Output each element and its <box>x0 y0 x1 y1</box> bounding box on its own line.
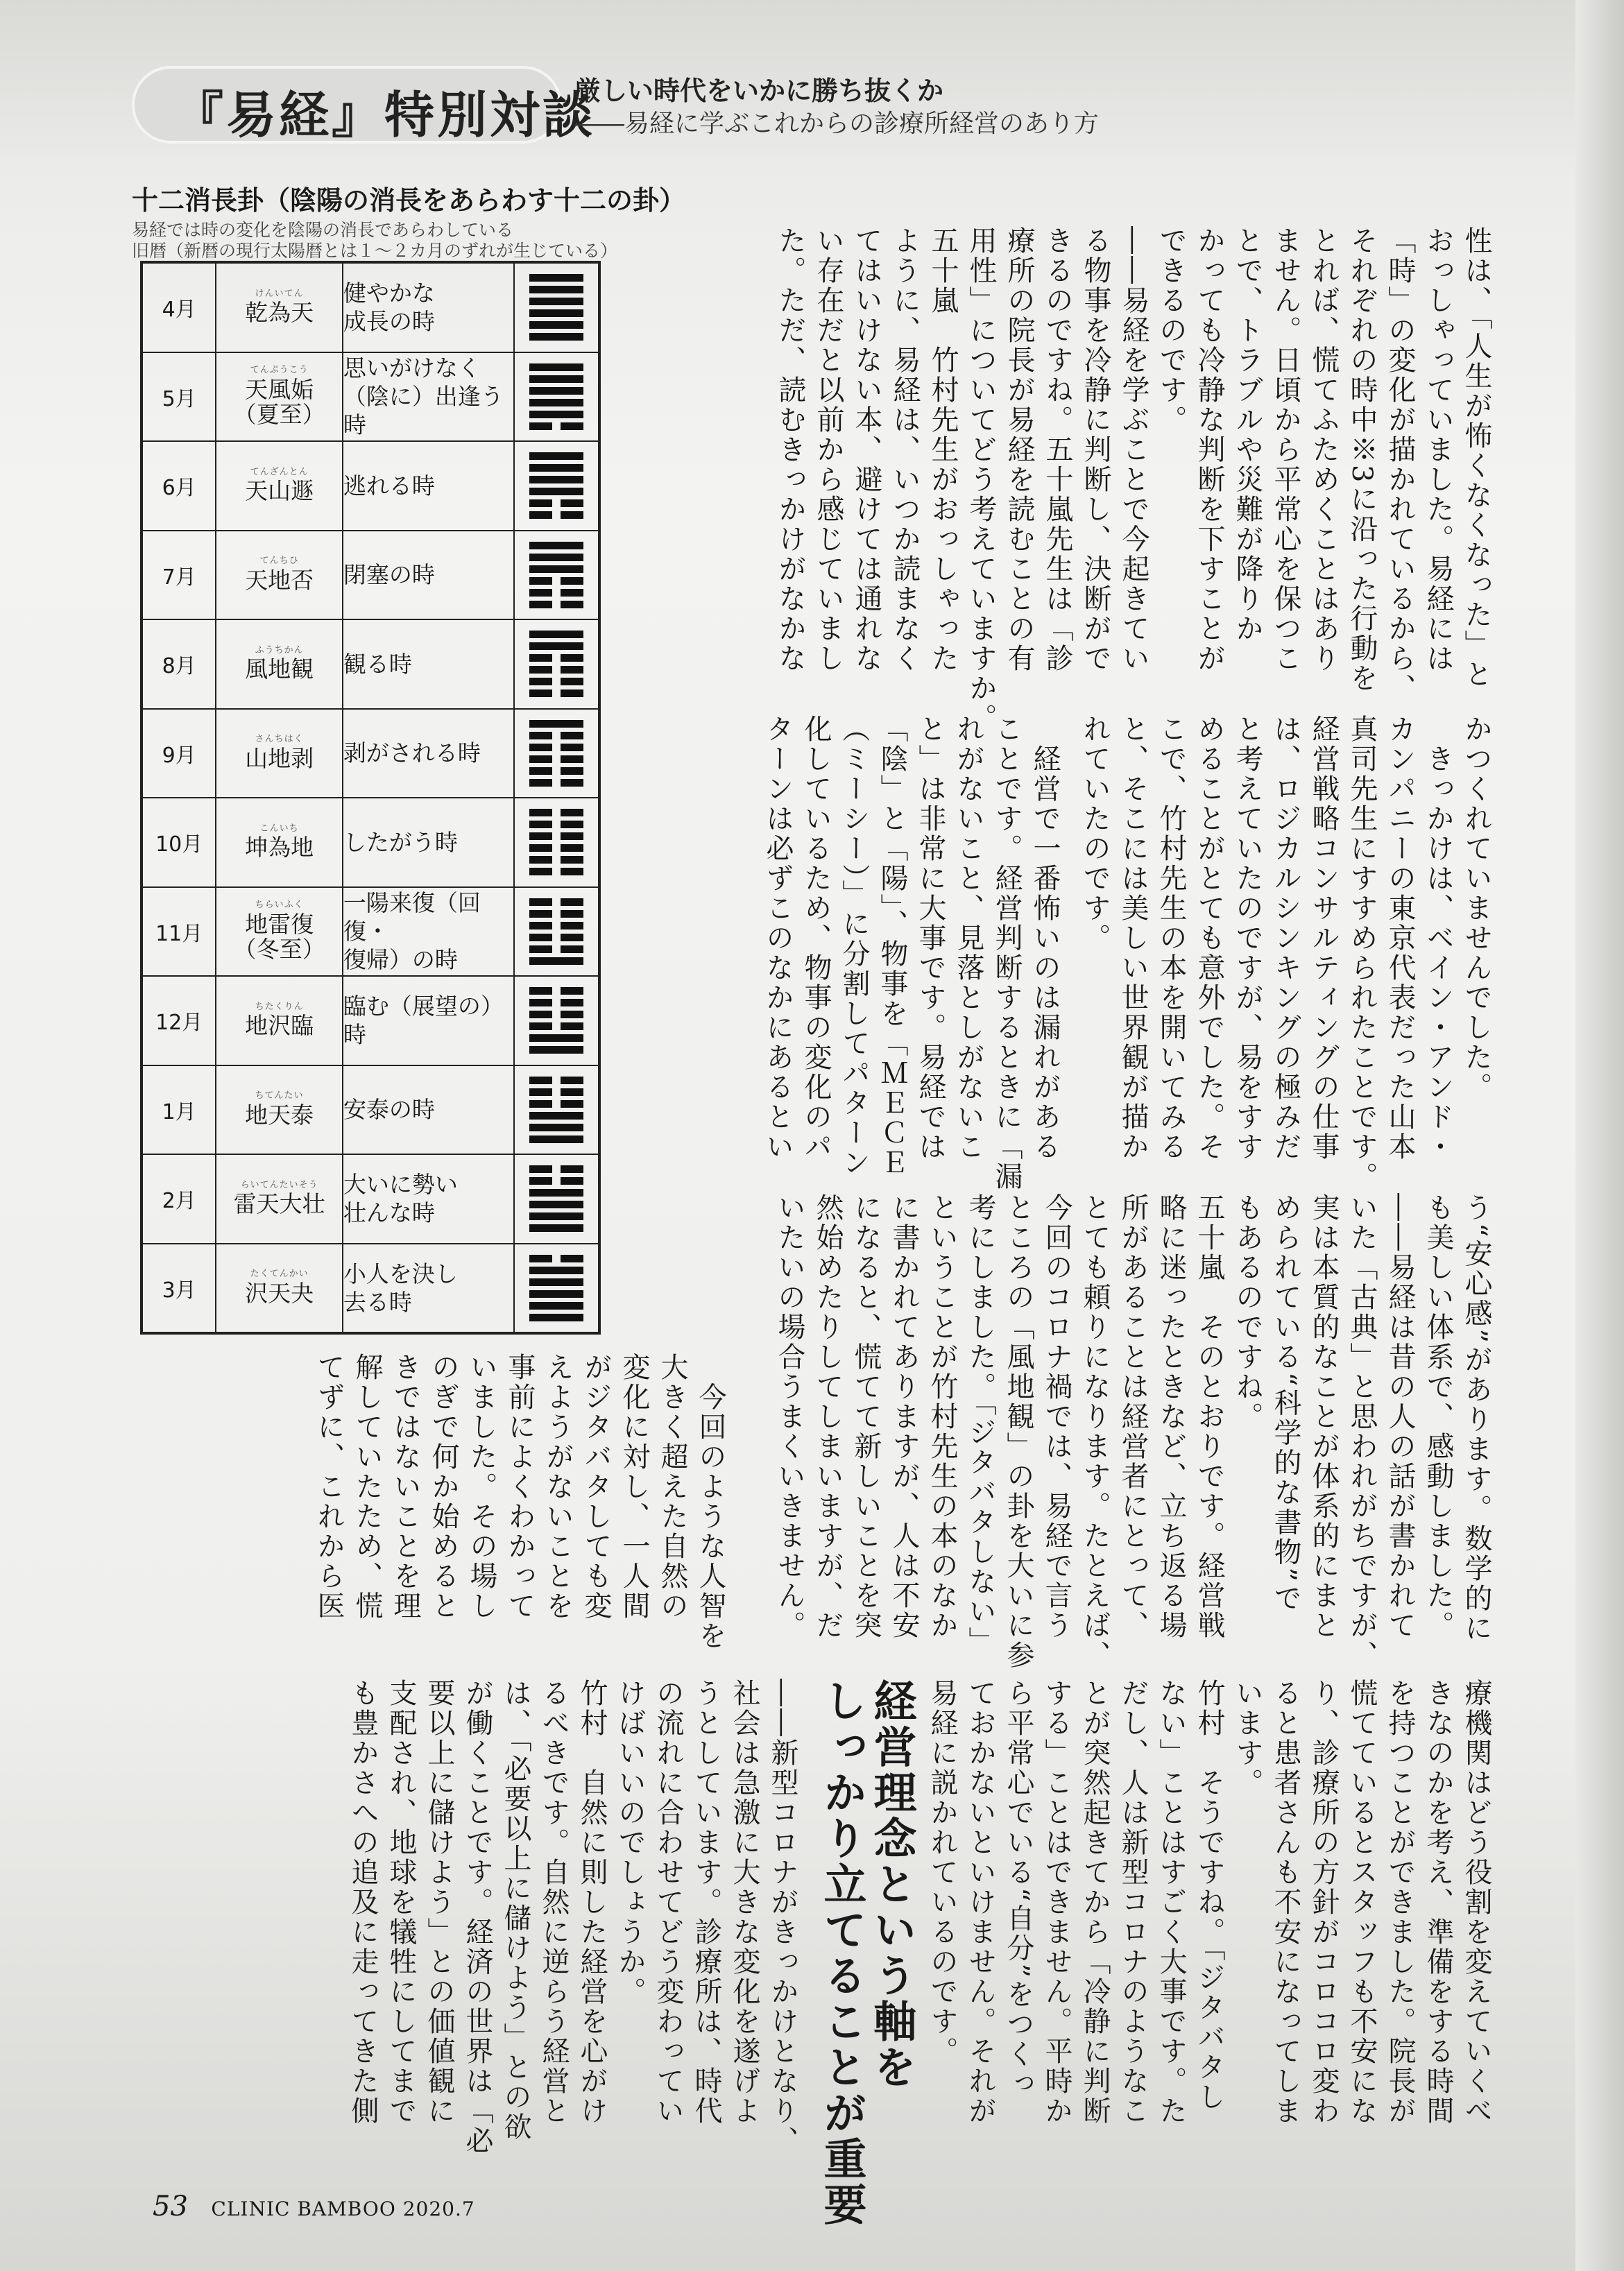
text-block-middle-left <box>758 714 1063 1192</box>
text-line: 易経に説かれているのです。 <box>926 1679 958 2066</box>
text-line: るべきです。自然に逆らう経営と <box>538 1679 570 2126</box>
text-line: と」は非常に大事です。易経では <box>914 714 946 1162</box>
text-line: と考えていたのですが、易をすす <box>1231 714 1263 1162</box>
text-line: いた「古典」と思われがちですが、 <box>1346 1193 1378 1670</box>
table-row <box>142 1065 599 1155</box>
yin-line <box>529 910 583 918</box>
text-line: も豊かさへの追及に走ってきた側 <box>347 1679 379 2126</box>
hexagram-name-cell <box>216 262 343 352</box>
yang-line <box>529 1034 583 1042</box>
text-line: になると、慌てて新しいことを突 <box>850 1193 882 1640</box>
page-footer <box>153 2191 475 2222</box>
text-line: とが突然起きてから「冷静に判断 <box>1079 1679 1111 2126</box>
text-line: 経営理念という軸を <box>866 1679 917 2091</box>
text-line: きではないことを理 <box>389 1353 421 1621</box>
yin-line <box>529 1011 583 1018</box>
yang-line <box>529 1189 583 1197</box>
yin-line <box>529 945 583 953</box>
text-line: 事前によくわかって <box>504 1353 536 1621</box>
text-line: ると患者さんも不安になってしま <box>1270 1679 1301 2126</box>
yin-line <box>529 601 583 608</box>
yang-line <box>529 375 583 383</box>
hexagram-name: 乾為天 <box>245 299 314 327</box>
hexagram-symbol <box>529 1077 583 1143</box>
text-line: きるのですね。五十嵐先生は「診 <box>1041 226 1073 674</box>
yang-line <box>529 1224 583 1232</box>
hexagram-ruby: らいてんたいそう <box>240 1179 318 1190</box>
hexagram-lines-cell <box>514 1244 599 1334</box>
yin-line <box>529 678 583 685</box>
yin-line <box>529 755 583 763</box>
month-cell: 8月 <box>142 619 216 709</box>
text-line: 性は、「人生が怖くなくなった」と <box>1460 226 1492 689</box>
text-line: 略に迷ったときなど、立ち返る場 <box>1155 1193 1187 1640</box>
text-line: 五十嵐 そのとおりです。経営戦 <box>1193 1193 1225 1640</box>
text-line: する」ことはできません。平時か <box>1041 1679 1072 2126</box>
text-line: 今回のコロナ禍では、易経で言う <box>1041 1193 1072 1640</box>
text-line: 社会は急激に大きな変化を遂げよ <box>728 1679 760 2126</box>
month-cell: 6月 <box>142 441 216 531</box>
text-line: ら平常心でいる“自分”をつくっ <box>1002 1679 1034 2099</box>
yang-line <box>529 1314 583 1321</box>
hexagram-symbol <box>529 631 583 697</box>
text-line: 「時」の変化が描かれているから、 <box>1384 226 1416 703</box>
table-row <box>142 798 599 887</box>
hexagram-lines-cell <box>514 352 599 442</box>
text-line: 大きく超えた自然の <box>656 1353 688 1621</box>
magazine-name: CLINIC BAMBOO 2020.7 <box>211 2197 475 2220</box>
yang-line <box>529 488 583 495</box>
yin-line <box>529 898 583 906</box>
text-line: ――易経を学ぶことで今起きてい <box>1118 226 1149 674</box>
text-line: てずに、これから医 <box>313 1353 345 1621</box>
text-line: う“安心感”があります。数学的に <box>1460 1193 1492 1643</box>
yang-line <box>529 399 583 406</box>
yang-line <box>529 309 583 317</box>
text-line: できるのです。 <box>1155 226 1187 435</box>
yang-line <box>529 333 583 341</box>
yin-line <box>529 1100 583 1108</box>
hexagram-lines-cell <box>514 798 599 887</box>
yang-line <box>529 452 583 460</box>
yang-line <box>529 321 583 329</box>
text-line: それぞれの時中※3に沿った行動を <box>1346 226 1378 694</box>
yin-line <box>529 922 583 929</box>
hexagram-ruby: てんざんとん <box>250 466 309 477</box>
text-line: る物事を冷静に判断し、決断がで <box>1079 226 1111 674</box>
text-line: 竹村 自然に則した経営を心がけ <box>576 1679 608 2126</box>
text-line: （ミーシー）」に分割してパターン <box>838 714 870 1178</box>
text-line: 五十嵐 竹村先生がおっしゃった <box>927 226 959 674</box>
yang-line <box>529 1302 583 1310</box>
text-line: しっかり立てることが重要 <box>817 1679 867 2228</box>
yang-line <box>529 957 583 965</box>
hexagram-name-cell <box>216 531 343 620</box>
hexagram-ruby: てんちひ <box>259 556 299 567</box>
yang-line <box>529 274 583 282</box>
yin-line <box>529 779 583 787</box>
text-line: えようがないことを <box>542 1353 574 1621</box>
text-line: と、そこには美しい世界観が描か <box>1117 714 1149 1162</box>
hexagram-name-cell <box>216 1244 343 1334</box>
yin-line <box>529 934 583 941</box>
text-line: おっしゃっていました。易経には <box>1422 226 1454 674</box>
hexagram-symbol <box>529 542 583 608</box>
yang-line <box>529 298 583 305</box>
hexagram-name: 地天泰 <box>245 1101 314 1129</box>
text-line: は、ロジカルシンキングの極みだ <box>1270 714 1301 1162</box>
table-row <box>142 262 599 352</box>
yin-line <box>529 1255 583 1262</box>
text-line: ように、易経は、いつか読まなく <box>889 226 921 674</box>
hexagram-name: 風地観 <box>245 655 314 683</box>
hexagram-name-cell <box>216 352 343 442</box>
text-line: が働くことです。経済の世界は「必 <box>461 1679 493 2156</box>
text-line: ません。日頃から平常心を保つこ <box>1270 226 1301 674</box>
text-line: 解していたため、慌 <box>351 1353 383 1621</box>
hexagram-lines-cell <box>514 709 599 798</box>
text-line: がジタバタしても変 <box>580 1353 612 1621</box>
hexagram-lines-cell <box>514 441 599 531</box>
hexagram-symbol <box>529 274 583 341</box>
hexagram-ruby: けんいてん <box>255 288 304 299</box>
text-line: 「陰」と「陽」、物事を「ＭＥＣＥ <box>876 714 908 1178</box>
hexagram-meaning: 剥がされる時 <box>343 709 514 798</box>
hexagram-meaning: 思いがけなく （陰に）出逢う時 <box>343 352 514 442</box>
page-number: 53 <box>153 2191 188 2222</box>
yang-line <box>529 1201 583 1208</box>
text-line: 然始めたりしてしまいますが、だ <box>812 1193 844 1640</box>
hexagram-lines-cell <box>514 1154 599 1244</box>
yang-line <box>529 363 583 371</box>
month-cell: 9月 <box>142 709 216 798</box>
text-line: り、診療所の方針がコロコロ変わ <box>1308 1679 1340 2126</box>
hexagram-meaning: 一陽来復（回復・ 復帰）の時 <box>343 887 514 977</box>
text-line: 考にしました。「ジタバタしない」 <box>964 1193 996 1656</box>
yang-line <box>529 720 583 728</box>
section-headline <box>817 1679 917 2228</box>
hexagram-ruby: さんちはく <box>255 734 304 745</box>
text-line: うとしています。診療所は、時代 <box>690 1679 722 2126</box>
text-line: れていたのです。 <box>1079 714 1111 953</box>
month-cell: 4月 <box>142 262 216 352</box>
yin-line <box>529 767 583 775</box>
yang-line <box>529 286 583 293</box>
text-block-lower-left <box>309 1353 729 1651</box>
table-title: 十二消長卦（陰陽の消長をあらわす十二の卦） <box>132 185 686 216</box>
text-line: 要以上に儲けよう」との価値観に <box>423 1679 455 2126</box>
hexagram-symbol <box>529 987 583 1054</box>
hexagram-ruby: ちらいふく <box>255 900 304 911</box>
hexagram-name-cell <box>216 976 343 1065</box>
yin-line <box>529 689 583 697</box>
yin-line <box>529 732 583 739</box>
text-line: ない」ことはすごく大事です。た <box>1155 1679 1187 2126</box>
hexagram-name: 沢天夬 <box>245 1279 314 1307</box>
text-line: とれば、慌てふためくことはあり <box>1308 226 1340 674</box>
text-line: は、「必要以上に儲けよう」との欲 <box>499 1679 531 2142</box>
text-line: かつくれていませんでした。 <box>1460 714 1492 1102</box>
text-line: とで、トラブルや災難が降りか <box>1231 226 1263 644</box>
yin-line <box>529 821 583 828</box>
text-line: とても頼りになります。たとえば、 <box>1079 1193 1111 1670</box>
hexagram-ruby: こんいち <box>259 823 299 834</box>
hexagram-symbol <box>529 1165 583 1232</box>
yang-line <box>529 476 583 483</box>
text-line: 用性」についてどう考えていますか。 <box>965 226 997 733</box>
table-row <box>142 619 599 709</box>
text-line: められている“科学的な書物”で <box>1270 1193 1301 1613</box>
text-line: 経営で一番怖いのは漏れがある <box>1029 714 1061 1162</box>
hexagram-ruby: たくてんかい <box>250 1269 309 1280</box>
table-row <box>142 531 599 620</box>
text-line: 変化に対し、一人間 <box>618 1353 650 1621</box>
hexagram-lines-cell <box>514 976 599 1065</box>
text-line: きっかけは、ベイン・アンド・ <box>1422 714 1454 1162</box>
yang-line <box>529 542 583 549</box>
text-line: ところの「風地観」の卦を大いに参 <box>1002 1193 1034 1670</box>
text-line: かっても冷静な判断を下すことが <box>1193 226 1225 674</box>
yin-line <box>529 666 583 674</box>
yin-line <box>529 1177 583 1185</box>
hexagram-meaning: 健やかな 成長の時 <box>343 262 514 352</box>
hexagram-ruby: ふうちかん <box>255 644 304 655</box>
yin-line <box>529 1077 583 1084</box>
text-line: ということが竹村先生の本のなか <box>926 1193 958 1640</box>
hexagram-lines-cell <box>514 1065 599 1155</box>
table-row <box>142 709 599 798</box>
yin-line <box>529 856 583 864</box>
table-row <box>142 887 599 977</box>
hexagram-symbol <box>529 809 583 875</box>
hexagram-name-cell <box>216 887 343 977</box>
article-title: 『易経』特別対談 <box>173 85 596 144</box>
yin-line <box>529 999 583 1006</box>
text-line: ターンは必ずこのなかにあるとい <box>762 714 794 1162</box>
text-line: 経営戦略コンサルティングの仕事 <box>1308 714 1340 1162</box>
yin-line <box>529 809 583 816</box>
table-row <box>142 441 599 531</box>
hexagram-symbol <box>529 720 583 787</box>
table-row <box>142 1244 599 1334</box>
yang-line <box>529 1267 583 1274</box>
yang-line <box>529 1212 583 1220</box>
yin-line <box>529 868 583 875</box>
month-cell: 2月 <box>142 1154 216 1244</box>
yin-line <box>529 1088 583 1096</box>
hexagram-symbol <box>529 1255 583 1321</box>
hexagram-lines-cell <box>514 887 599 977</box>
hexagram-symbol <box>529 363 583 430</box>
hexagram-ruby: ちてんたい <box>255 1090 304 1102</box>
hexagram-meaning: 小人を決し 去る時 <box>343 1244 514 1334</box>
yin-line <box>529 832 583 840</box>
yin-line <box>529 422 583 430</box>
yin-line <box>529 577 583 585</box>
text-line: も美しい体系で、感動しました。 <box>1422 1193 1454 1640</box>
text-block-lower-right <box>770 1193 1495 1670</box>
text-block-bottom-left <box>343 1679 801 2156</box>
month-cell: 7月 <box>142 531 216 620</box>
hexagram-meaning: 逃れる時 <box>343 441 514 531</box>
hexagram-name: 雷天大壮 <box>233 1190 325 1218</box>
yang-line <box>529 387 583 395</box>
hexagram-name-cell <box>216 798 343 887</box>
yang-line <box>529 1136 583 1143</box>
yang-line <box>529 411 583 418</box>
hexagram-name: 天風姤 （夏至） <box>233 375 325 428</box>
yin-line <box>529 844 583 852</box>
text-line: のぎで何か始めると <box>427 1353 459 1621</box>
text-line: もあるのですね。 <box>1231 1193 1263 1432</box>
text-line: だし、人は新型コロナのようなこ <box>1117 1679 1149 2126</box>
yang-line <box>529 554 583 561</box>
article-subtitle-2: ――易経に学ぶこれからの診療所経営のあり方 <box>574 110 1100 138</box>
hexagram-name-cell <box>216 619 343 709</box>
yang-line <box>529 631 583 638</box>
month-cell: 3月 <box>142 1244 216 1334</box>
hexagram-meaning: 安泰の時 <box>343 1065 514 1155</box>
hexagram-name-cell <box>216 709 343 798</box>
table-row <box>142 1154 599 1244</box>
text-line: けばいいのでしょうか。 <box>614 1679 646 2007</box>
yin-line <box>529 499 583 507</box>
yang-line <box>529 1290 583 1298</box>
hexagram-symbol <box>529 452 583 519</box>
text-line: ことです。経営判断するときに「漏 <box>991 714 1023 1192</box>
yang-line <box>529 1112 583 1120</box>
text-block-middle-right <box>1075 714 1495 1192</box>
hexagram-name-cell <box>216 1065 343 1155</box>
month-cell: 1月 <box>142 1065 216 1155</box>
text-line: 真司先生にすすめられたことです。 <box>1346 714 1378 1192</box>
table-row <box>142 976 599 1065</box>
text-line: います。 <box>1231 1679 1263 1798</box>
text-line: いました。その場し <box>465 1353 497 1621</box>
article-subtitle: 厳しい時代をいかに勝ち抜くか <box>574 76 944 106</box>
text-line: ――新型コロナがきっかけとなり、 <box>767 1679 798 2156</box>
text-line: 竹村 そうですね。「ジタバタし <box>1193 1679 1225 2112</box>
hexagram-name: 坤為地 <box>245 834 314 862</box>
text-line: 療所の院長が易経を読むことの有 <box>1003 226 1035 674</box>
text-block-bottom-right <box>923 1679 1495 2136</box>
hexagram-lines-cell <box>514 619 599 709</box>
hexagram-name: 山地剥 <box>245 744 314 772</box>
hexagram-name: 天山遯 <box>245 477 314 505</box>
hexagram-lines-cell <box>514 531 599 620</box>
month-cell: 5月 <box>142 352 216 442</box>
text-line: い存在だと以前から感じていまし <box>812 226 844 674</box>
yin-line <box>529 744 583 751</box>
month-cell: 10月 <box>142 798 216 887</box>
hexagram-meaning: したがう時 <box>343 798 514 887</box>
hexagram-table <box>140 261 601 1335</box>
yin-line <box>529 987 583 995</box>
yin-line <box>529 1165 583 1173</box>
page-spine-shadow <box>1575 0 1624 2271</box>
text-line: 所があることは経営者にとって、 <box>1117 1193 1149 1640</box>
table-row <box>142 352 599 442</box>
text-line: の流れに合わせてどう変わってい <box>652 1679 684 2126</box>
text-line: いたいの場合うまくいきません。 <box>773 1193 805 1640</box>
hexagram-name: 地沢臨 <box>245 1012 314 1040</box>
text-line: 支配され、地球を犠牲にしてまで <box>385 1679 417 2126</box>
hexagram-meaning: 大いに勢い 壮んな時 <box>343 1154 514 1244</box>
text-line: 療機関はどう役割を変えていくべ <box>1460 1679 1492 2126</box>
hexagram-lines-cell <box>514 262 599 352</box>
yang-line <box>529 1046 583 1054</box>
hexagram-ruby: ちたくりん <box>255 1001 304 1012</box>
yang-line <box>529 1124 583 1131</box>
text-line: を持つことができました。院長が <box>1384 1679 1416 2126</box>
yin-line <box>529 511 583 519</box>
hexagram-meaning: 観る時 <box>343 619 514 709</box>
text-line: ておかないといけません。それが <box>964 1679 996 2126</box>
table-note-2: 旧暦（新暦の現行太陽暦とは１～２カ月のずれが生じている） <box>132 241 618 261</box>
text-line: 慌てているとスタッフも不安にな <box>1346 1679 1378 2126</box>
yang-line <box>529 464 583 472</box>
text-line: た。ただ、読むきっかけがなかな <box>774 226 806 674</box>
hexagram-name: 地雷復 （冬至） <box>233 910 325 963</box>
yin-line <box>529 1022 583 1030</box>
yang-line <box>529 1278 583 1286</box>
hexagram-name-cell <box>216 1154 343 1244</box>
text-line: 化しているため、物事の変化のパ <box>800 714 832 1162</box>
text-line: に書かれてありますが、人は不安 <box>888 1193 920 1640</box>
month-cell: 11月 <box>142 887 216 977</box>
month-cell: 12月 <box>142 976 216 1065</box>
text-line: れがないこと、見落としがないこ <box>952 714 984 1162</box>
yin-line <box>529 589 583 597</box>
hexagram-meaning: 閉塞の時 <box>343 531 514 620</box>
hexagram-ruby: てんぷうこう <box>250 365 309 376</box>
text-line: 今回のような人智を <box>694 1353 726 1651</box>
table-note: 易経では時の変化を陰陽の消長であらわしている <box>132 220 514 240</box>
text-line: めることがとても意外でした。そ <box>1193 714 1225 1162</box>
hexagram-meaning: 臨む（展望の）時 <box>343 976 514 1065</box>
text-line: 実は本質的なことが体系的にまと <box>1308 1193 1340 1640</box>
hexagram-symbol <box>529 898 583 965</box>
text-line: きなのかを考え、準備をする時間 <box>1422 1679 1454 2126</box>
text-line: カンパニーの東京代表だった山本 <box>1384 714 1416 1162</box>
text-line: こで、竹村先生の本を開いてみる <box>1155 714 1187 1162</box>
yin-line <box>529 654 583 662</box>
yang-line <box>529 565 583 573</box>
text-line: てはいけない本、避けては通れな <box>851 226 882 674</box>
hexagram-name-cell <box>216 441 343 531</box>
yang-line <box>529 642 583 650</box>
hexagram-name: 天地否 <box>245 566 314 594</box>
text-line: ――易経は昔の人の話が書かれて <box>1384 1193 1416 1640</box>
